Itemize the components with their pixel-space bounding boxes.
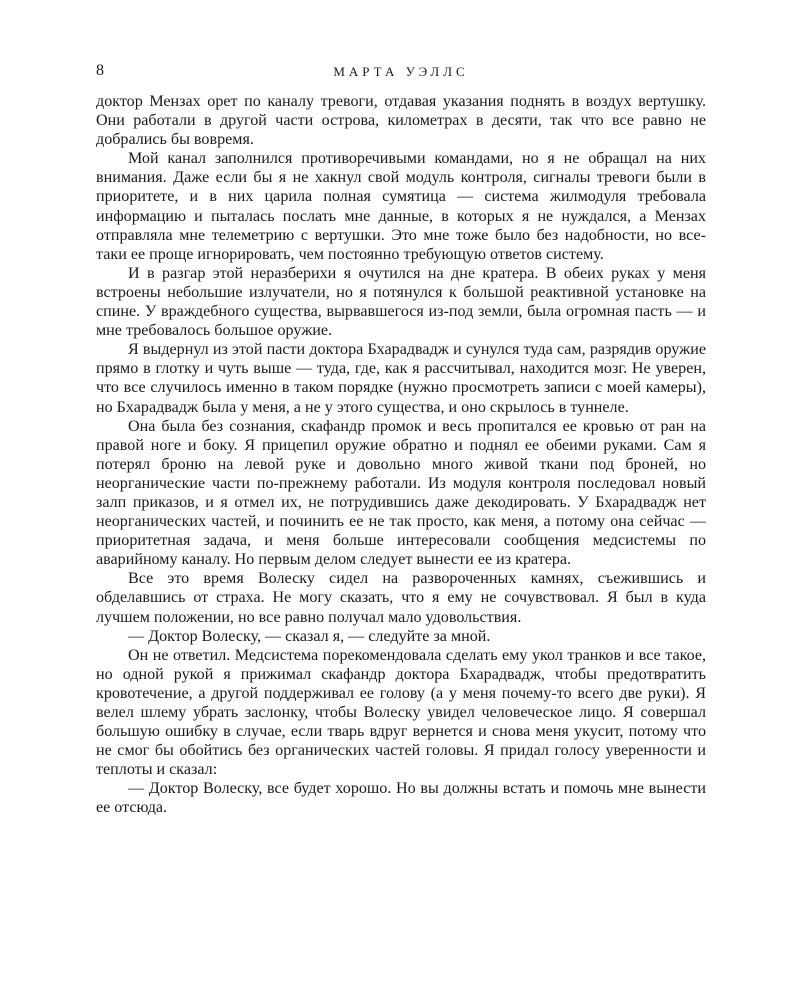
paragraph: доктор Мензах орет по каналу тревоги, отдавая указания поднять в воздух вертушку. Они работали в другой части острова, километрах в десяти, так что все равно не добрались бы вовремя. (96, 93, 706, 149)
paragraph: Мой канал заполнился противоречивыми командами, но я не обращал на них внимания. Даже если бы я не хакнул свой модуль контроля, сигналы тревоги были в приоритете, и в них царила полная сумятица — система жилмодуля требовала информацию и пыталась послать мне данные, в которых я не нуждался, а Мензах отправляла мне телеметрию с вертушки. Это мне тоже было без надобности, но все-таки ее проще игнорировать, чем постоянно требующую ответов систему. (96, 150, 706, 263)
paragraph: Он не ответил. Медсистема порекомендовала сделать ему укол транков и все такое, но одной рукой я прижимал скафандр доктора Бхарадвадж, чтобы предотвратить кровотечение, а другой поддерживал ее голову (а у меня почему-то всего две руки). Я велел шлему убрать заслонку, чтобы Волеску увидел человеческое лицо. Я совершал большую ошибку в случае, если тварь вдруг вернется и снова меня укусит, потому что не смог бы обойтись без органических частей головы. Я придал голосу уверенности и теплоты и сказал: (96, 646, 706, 779)
paragraph: Она была без сознания, скафандр промок и весь пропитался ее кровью от ран на правой ноге и боку. Я прицепил оружие обратно и поднял ее обеими руками. Сам я потерял броню на левой руке и довольно много живой ткани под броней, но неорганические части по-прежнему работали. Из модуля контроля последовал новый залп приказов, и я отмел их, не потрудившись даже декодировать. У Бхарадвадж нет неорганических частей, и починить ее не так просто, как меня, а потому она сейчас — приоритетная задача, и меня больше интересовали сообщения медсистемы по аварийному каналу. Но первым делом следует вынести ее из кратера. (96, 417, 706, 569)
body-text (96, 92, 706, 818)
author-header: МАРТА УЭЛЛС (333, 64, 469, 79)
dialogue-line: — Доктор Волеску, все будет хорошо. Но вы должны встать и помочь мне вынести ее отсюда. (96, 780, 706, 817)
page-number: 8 (96, 62, 104, 79)
paragraph: И в разгар этой неразберихи я очутился на дне кратера. В обеих руках у меня встроены небольшие излучатели, но я потянулся к большой реактивной установке на спине. У враждебного существа, вырвавшегося из-под земли, была огромная пасть — и мне требовалось большое оружие. (96, 264, 706, 340)
paragraph: Все это время Волеску сидел на развороченных камнях, съежившись и обделавшись от страха. Не могу сказать, что я ему не сочувствовал. Я был в куда лучшем положении, но все равно получал мало удовольствия. (96, 570, 706, 626)
running-head (96, 62, 706, 86)
book-page (96, 62, 706, 818)
dialogue-line: — Доктор Волеску, — сказал я, — следуйте за мной. (128, 627, 491, 645)
paragraph: Я выдернул из этой пасти доктора Бхарадвадж и сунулся туда сам, разрядив оружие прямо в глотку и чуть выше — туда, где, как я рассчитывал, находится мозг. Не уверен, что все случилось именно в таком порядке (нужно просмотреть записи с моей камеры), но Бхарадвадж была у меня, а не у этого существа, и оно скрылось в туннеле. (96, 341, 706, 416)
